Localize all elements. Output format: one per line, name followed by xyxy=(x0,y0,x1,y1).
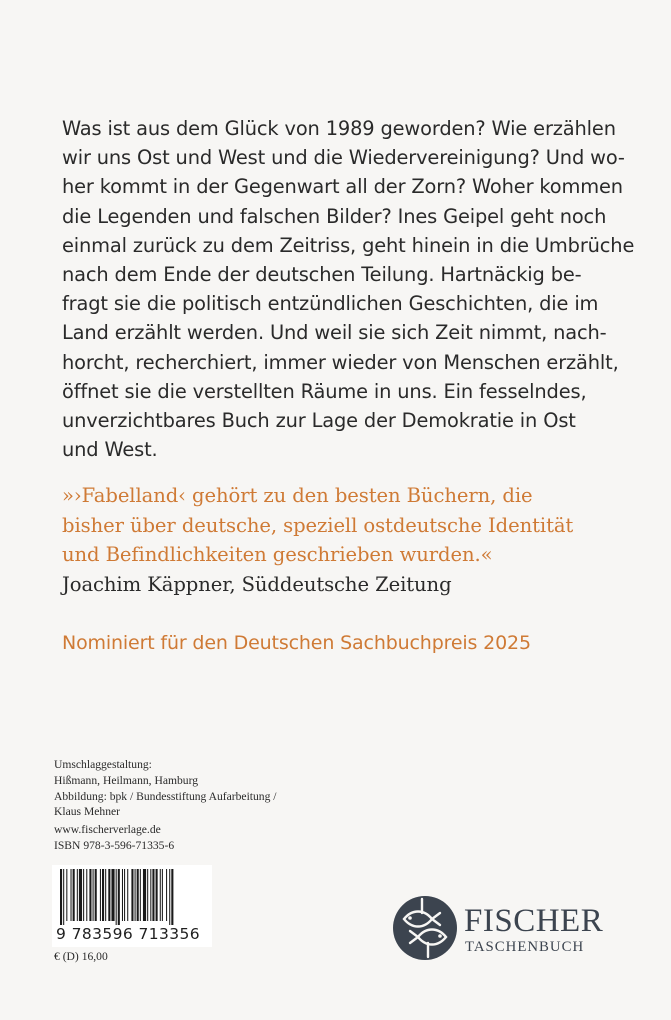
quote-attribution: Joachim Käppner, Süddeutsche Zeitung xyxy=(62,573,452,596)
award-nomination: Nominiert für den Deutschen Sachbuchpreis 2025 xyxy=(62,632,531,654)
publisher-name: FISCHER xyxy=(464,903,604,939)
credit-line: Umschlaggestaltung: xyxy=(54,758,152,771)
publisher-logo xyxy=(392,895,632,975)
description-line: horcht, recherchiert, immer wieder von Menschen erzählt, xyxy=(62,350,619,374)
description-line: Was ist aus dem Glück von 1989 geworden? Wie erzählen xyxy=(62,117,616,140)
barcode-bars xyxy=(58,869,208,925)
fish-logo-icon xyxy=(392,895,458,961)
quote-line: bisher über deutsche, speziell ostdeutsche Identität xyxy=(62,513,574,537)
book-description xyxy=(62,114,635,464)
review-quote xyxy=(62,481,642,570)
description-line: und West. xyxy=(62,438,158,462)
description-line: nach dem Ende der deutschen Teilung. Hartnäckig be- xyxy=(62,263,582,287)
description-line: unverzichtbares Buch zur Lage der Demokratie in Ost xyxy=(62,409,576,433)
barcode-digits: 9 783596 713356 xyxy=(56,925,201,943)
cover-credits xyxy=(54,757,277,820)
credit-line: Klaus Mehner xyxy=(54,805,121,819)
credit-line: Hißmann, Heilmann, Hamburg xyxy=(54,773,199,787)
description-line: Land erzählt werden. Und weil sie sich Zeit nimmt, nach- xyxy=(62,321,607,345)
quote-line: »›Fabelland‹ gehört zu den besten Büchern, die xyxy=(62,484,533,507)
description-line: die Legenden und falschen Bilder? Ines Geipel geht noch xyxy=(62,204,607,228)
publisher-info xyxy=(54,822,174,854)
description-line: öffnet sie die verstellten Räume in uns. Ein fesselndes, xyxy=(62,379,587,403)
description-line: her kommt in der Gegenwart all der Zorn? Woher kommen xyxy=(62,175,623,199)
description-line: wir uns Ost und West und die Wiedervereinigung? Und wo- xyxy=(62,146,625,170)
publisher-imprint: TASCHENBUCH xyxy=(465,939,585,955)
publisher-website: www.fischerverlage.de xyxy=(54,823,161,836)
price-label: € (D) 16,00 xyxy=(54,950,108,963)
description-line: fragt sie die politisch entzündlichen Geschichten, die im xyxy=(62,292,599,316)
barcode xyxy=(52,865,212,947)
isbn-number: ISBN 978-3-596-71335-6 xyxy=(54,838,175,852)
quote-line: und Befindlichkeiten geschrieben wurden.« xyxy=(62,543,493,567)
description-line: einmal zurück zu dem Zeitriss, geht hinein in die Umbrüche xyxy=(62,233,635,257)
credit-line: Abbildung: bpk / Bundesstiftung Aufarbeitung / xyxy=(54,789,277,803)
